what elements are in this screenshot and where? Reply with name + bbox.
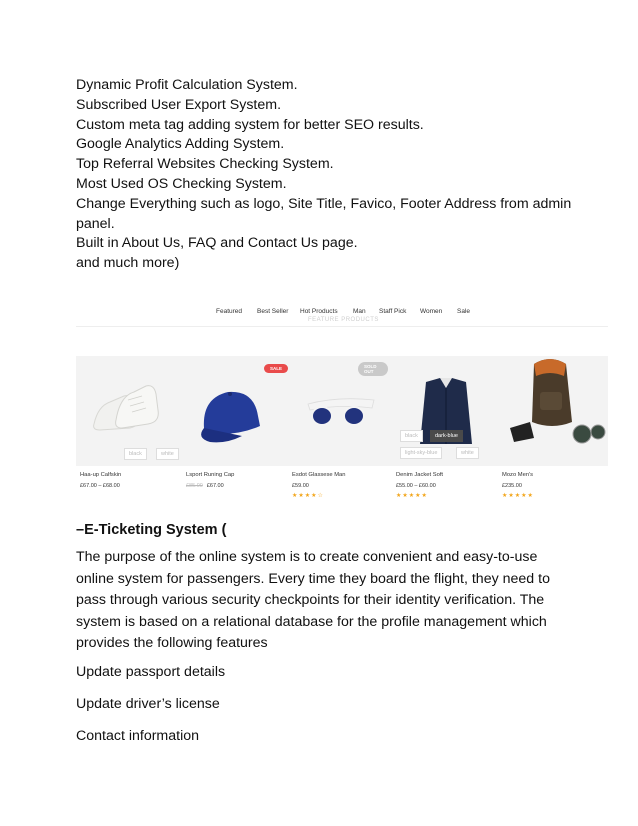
tab-women[interactable]: Women bbox=[420, 308, 443, 315]
product-card[interactable] bbox=[288, 356, 388, 516]
old-price: £85.00 bbox=[186, 483, 203, 489]
feature-item: Contact information bbox=[76, 728, 200, 744]
tab-best-seller[interactable]: Best Seller bbox=[257, 308, 289, 315]
intro-line: Built in About Us, FAQ and Contact Us page. bbox=[76, 235, 358, 252]
swatch-light-sky-blue[interactable]: light-sky-blue bbox=[400, 447, 442, 459]
intro-line: and much more) bbox=[76, 255, 180, 272]
swatch-white[interactable]: white bbox=[456, 447, 479, 459]
intro-line: Subscribed User Export System. bbox=[76, 96, 282, 113]
tab-staff-pick[interactable]: Staff Pick bbox=[379, 308, 407, 315]
rating-stars: ★★★★★ bbox=[396, 493, 428, 499]
product-card[interactable] bbox=[182, 356, 282, 516]
backpack-image bbox=[500, 352, 608, 452]
jacket-image bbox=[394, 374, 498, 454]
product-name[interactable]: Esdot Glassese Man bbox=[292, 472, 346, 478]
tab-featured[interactable]: Featured bbox=[216, 308, 243, 315]
sneakers-image bbox=[76, 366, 176, 446]
product-name[interactable]: Mozo Men's bbox=[502, 472, 534, 478]
current-price: £67.00 bbox=[206, 483, 224, 489]
intro-line: Most Used OS Checking System. bbox=[76, 175, 287, 192]
intro-line: Google Analytics Adding System. bbox=[76, 136, 285, 153]
product-card[interactable] bbox=[500, 356, 608, 516]
product-name[interactable]: Denim Jacket Soft bbox=[396, 472, 444, 478]
feature-item: Update driver’s license bbox=[76, 696, 220, 712]
swatch-black[interactable]: black bbox=[124, 448, 147, 460]
tab-man[interactable]: Man bbox=[353, 308, 366, 315]
product-price: £67.00 – £68.00 bbox=[80, 483, 120, 489]
swatch-white[interactable]: white bbox=[156, 448, 179, 460]
feature-item: Update passport details bbox=[76, 664, 226, 680]
tab-sale[interactable]: Sale bbox=[457, 308, 471, 315]
section-heading: –E-Ticketing System ( bbox=[76, 522, 227, 538]
product-price bbox=[186, 483, 224, 489]
product-name[interactable]: Haa-up Calfskin bbox=[80, 472, 122, 478]
intro-line: Dynamic Profit Calculation System. bbox=[76, 77, 298, 93]
section-paragraph: The purpose of the online system is to create convenient and easy-to-use online system for passengers. Every time they board the flight, they need to pass through various security checkpoints for their identity verification. The system is based on a relational database for the profile management which provides the following features bbox=[76, 549, 550, 651]
product-card[interactable] bbox=[76, 356, 176, 516]
intro-feature-list bbox=[76, 76, 576, 274]
product-price: £55.00 – £60.00 bbox=[396, 483, 436, 489]
product-card[interactable] bbox=[394, 356, 498, 516]
intro-line: Top Referral Websites Checking System. bbox=[76, 156, 334, 173]
tab-hot-products[interactable]: Hot Products bbox=[300, 308, 338, 315]
product-showcase-screenshot bbox=[76, 300, 608, 518]
product-tabs bbox=[76, 300, 608, 326]
swatch-black[interactable]: black bbox=[400, 430, 423, 442]
tabs-divider bbox=[76, 326, 608, 327]
product-name[interactable]: Lsport Runing Cap bbox=[186, 472, 235, 478]
intro-line: panel. bbox=[76, 215, 115, 232]
sale-badge: SALE bbox=[264, 364, 288, 373]
ghost-section-title: FEATURE PRODUCTS bbox=[308, 317, 379, 323]
rating-stars: ★★★★★ bbox=[502, 493, 534, 499]
sunglasses-image bbox=[288, 374, 388, 454]
intro-line: Custom meta tag adding system for better SEO results. bbox=[76, 116, 424, 133]
rating-stars: ★★★★☆ bbox=[292, 493, 324, 499]
intro-line: Change Everything such as logo, Site Title, Favico, Footer Address from admin bbox=[76, 195, 572, 212]
cap-image bbox=[182, 372, 282, 452]
sold-out-badge: SOLD OUT bbox=[358, 362, 388, 376]
product-price: £59.00 bbox=[292, 483, 309, 489]
swatch-dark-blue[interactable]: dark-blue bbox=[430, 430, 463, 442]
product-price: £235.00 bbox=[502, 483, 522, 489]
